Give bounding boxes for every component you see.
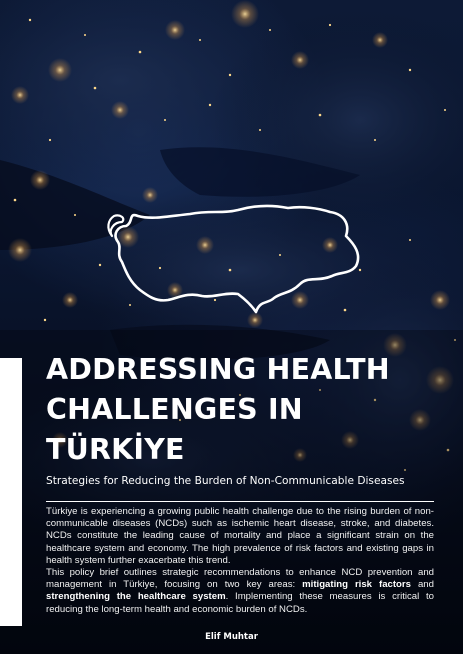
emphasis-risk-factors: mitigating risk factors: [302, 579, 411, 591]
paragraph-2-connector: and: [410, 579, 434, 591]
divider-line: [46, 501, 434, 502]
report-subtitle: Strategies for Reducing the Burden of Non-Communicable Diseases: [46, 475, 405, 487]
report-title: [46, 350, 446, 470]
title-line-3: TÜRKİYE: [46, 433, 185, 466]
paragraph-2-closing: . Implementing these measures is critical to reducing the long-term health and economic burden of NCDs.: [46, 591, 434, 615]
paragraph-2-intro: This policy brief outlines strategic recommendations to enhance NCD prevention and management in Türkiye, focusing on two key areas:: [46, 567, 434, 591]
summary-text: [46, 506, 434, 616]
title-line-2: CHALLENGES IN: [46, 393, 303, 426]
accent-bar: [0, 358, 22, 626]
title-line-1: ADDRESSING HEALTH: [46, 353, 390, 386]
summary-paragraph-1: Türkiye is experiencing a growing public health challenge due to the rising burden of non-communicable diseases (NCDs) such as ischemic heart disease, stroke, and diabetes. NCDs constitute the leading cause of mortality and place a significant strain on the healthcare system and economy. The high prevalence of risk factors and existing gaps in health system further exacerbate this trend.: [46, 506, 434, 566]
emphasis-healthcare-system: strengthening the healthcare system: [46, 591, 226, 603]
author-name: Elif Muhtar: [205, 632, 258, 642]
summary-paragraph-2: [46, 567, 434, 616]
